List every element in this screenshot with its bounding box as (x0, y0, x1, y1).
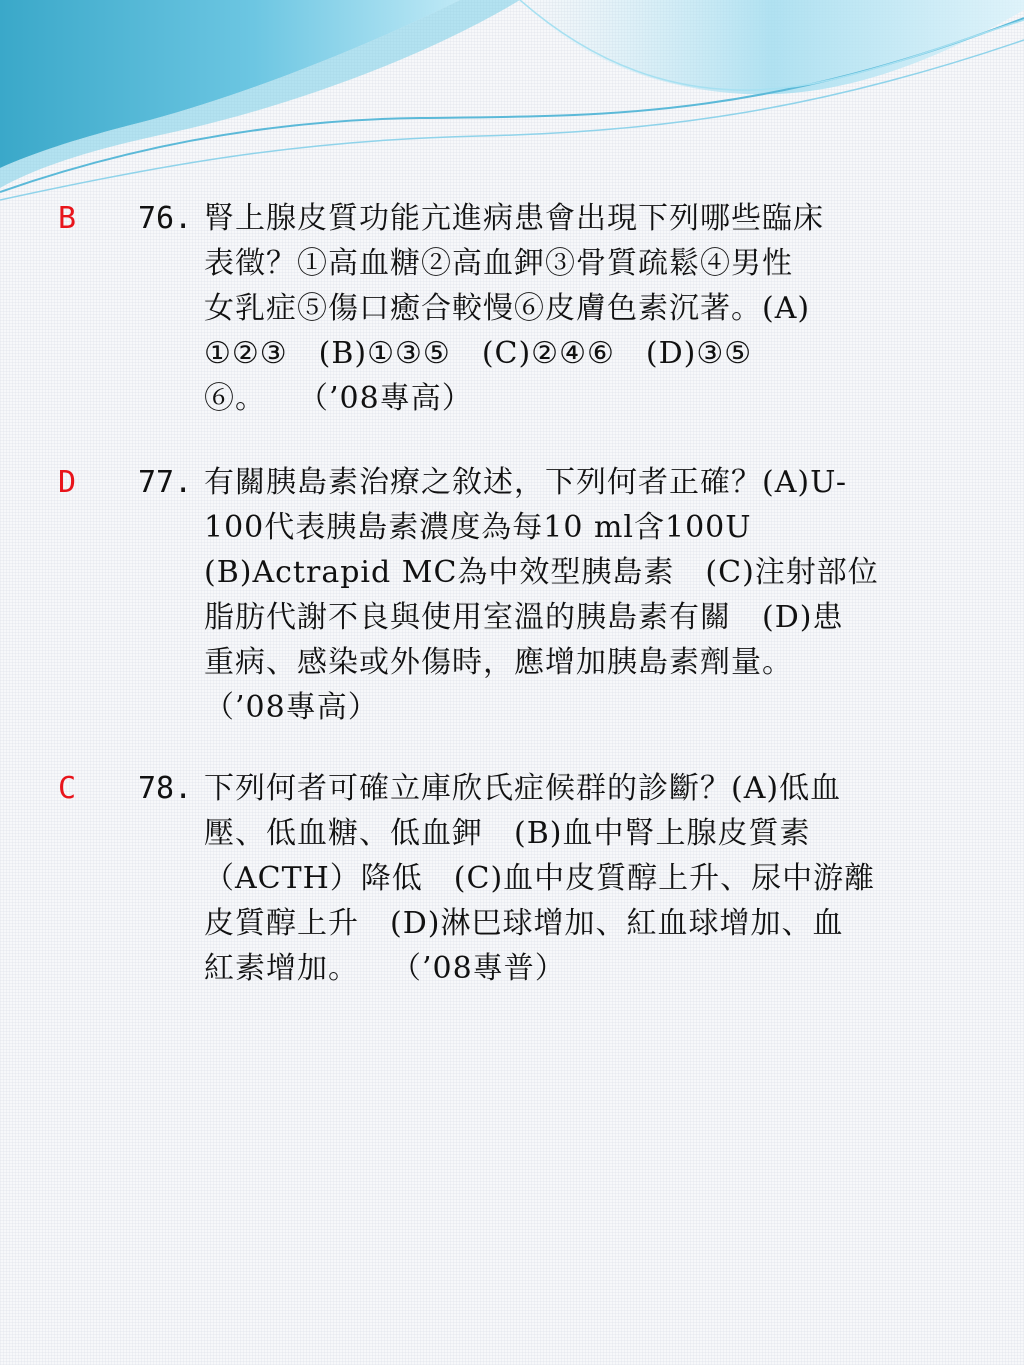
question-line: 表徵？①高血糖②高血鉀③骨質疏鬆④男性 (204, 246, 793, 281)
question-line: 100代表胰島素濃度為每10 ml含100U (204, 510, 752, 545)
question-number: 77. (138, 465, 193, 500)
question-line: 腎上腺皮質功能亢進病患會出現下列哪些臨床 (204, 201, 824, 236)
question-text (204, 196, 982, 421)
question-line: 有關胰島素治療之敘述，下列何者正確？(A)U- (204, 465, 847, 500)
answer-label: C (58, 771, 77, 806)
question-line: 重病、感染或外傷時，應增加胰島素劑量。 (204, 645, 793, 680)
question-line: （’08專高） (204, 690, 379, 725)
question-line: 女乳症⑤傷口癒合較慢⑥皮膚色素沉著。(A) (204, 291, 811, 326)
question-line: （ACTH）降低 (C)血中皮質醇上升、尿中游離 (204, 861, 876, 896)
question-number: 78. (138, 771, 193, 806)
question-text (204, 460, 982, 730)
question-line: 脂肪代謝不良與使用室溫的胰島素有關 (D)患 (204, 600, 844, 635)
question-line: 下列何者可確立庫欣氏症候群的診斷？(A)低血 (204, 771, 842, 806)
question-number: 76. (138, 201, 193, 236)
question-line: 紅素增加。 （’08專普） (204, 951, 566, 986)
answer-label: B (58, 201, 77, 236)
question-line: (B)Actrapid MC為中效型胰島素 (C)注射部位 (204, 555, 879, 590)
question-line: ⑥。 （’08專高） (204, 381, 473, 416)
question-line: 皮質醇上升 (D)淋巴球增加、紅血球增加、血 (204, 906, 844, 941)
question-line: ①②③ (B)①③⑤ (C)②④⑥ (D)③⑤ (204, 336, 753, 371)
question-text (204, 766, 982, 991)
question-line: 壓、低血糖、低血鉀 (B)血中腎上腺皮質素 (204, 816, 811, 851)
answer-label: D (58, 465, 77, 500)
